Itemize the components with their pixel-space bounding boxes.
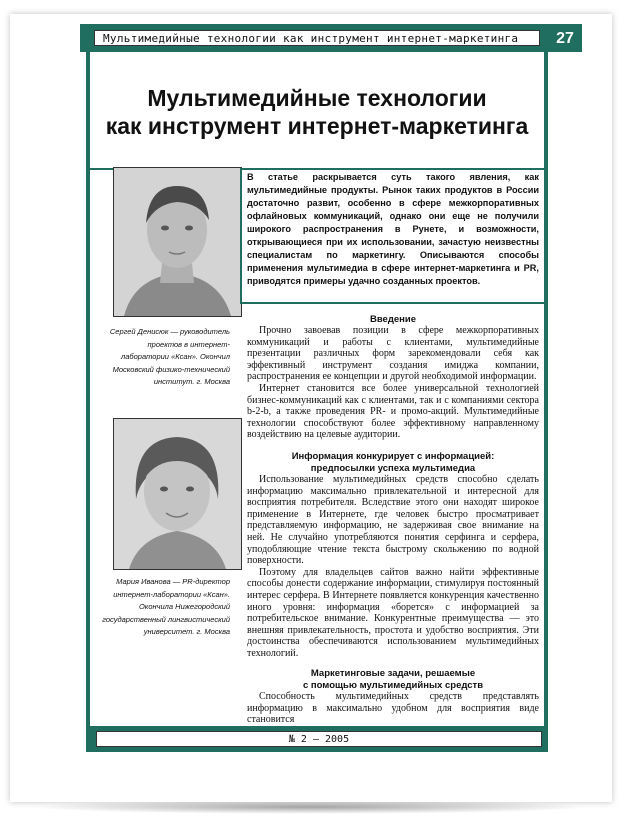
article-lead: В статье раскрывается суть такого явления, как мультимедийные продукты. Рынок таких продуктов в России достаточно развит, особенно в сфере межкорпоративных офлайновых коммуникаций, однако они еще не получили широкого распространения в Рунете, и возможности, открывающиеся при их использовании, зачастую неизвестны специалистам по маркетингу. Описываются способы применения мультимедиа в сфере интернет-маркетинга и PR, приводятся примеры удачно созданных проектов. [247, 172, 539, 286]
paragraph: Интернет становится все более универсальной технологией бизнес-коммуникаций как с клиентами, так и с компаниями сектора b-2-b, а также проведения PR- и промо-акций. Мультимедийные технологии способствуют более эффективному направленному воздействию на целевые аудитории. [247, 382, 539, 441]
section-marketing [247, 691, 539, 726]
author-caption-1: Сергей Денисюк — руководитель проектов в интернет-лаборатории «Ксан». Окончил Московский физико-технический институт. г. Москва [109, 327, 230, 386]
title-line-2: как инструмент интернет-маркетинга [105, 113, 529, 139]
heading-line: предпосылки успеха мультимедиа [310, 462, 476, 474]
issue-number: № 2 – 2005 [96, 731, 542, 747]
heading-line: Информация конкурирует с информацией: [291, 451, 495, 462]
section-heading-marketing [247, 668, 539, 691]
running-title: Мультимедийные технологии как инструмент интернет-маркетинга [94, 30, 540, 46]
heading-line: с помощью мультимедийных средств [302, 679, 484, 691]
title-line-1: Мультимедийные технологии [147, 85, 487, 111]
author-caption-2: Мария Иванова — PR-директор интернет-лаборатории «Ксан». Окончила Нижегородский государственный лингвистический университет. г. Москва [102, 577, 230, 636]
section-heading-information [247, 451, 539, 474]
page-shadow [30, 800, 590, 814]
paragraph: Поэтому для владельцев сайтов важно найти эффективные способы донести содержание информации, стимулируя постоянный интерес серфера. В Интернете появляется конкуренция качественно иного уровня: информация «борется» с информацией за потребительское внимание. Конкурентные преимущества — это внешняя привлекательность, простота и удобство восприятия. Эти достоинства обеспечиваются использованием мультимедийных технологий. [247, 566, 539, 659]
article-title [90, 84, 544, 140]
paragraph: Использование мультимедийных средств способно сделать информацию максимально привлекательной и интересной для восприятия потребителя. Вследствие этого они находят широкое применение в Интернете, где человек быстро просматривает представляемую информацию, не задерживая свое внимание на ней. Не случайно употребляются понятия серфинга и серфера, уподобляющие чтение текста быстрому скольжению по водной поверхности. [247, 474, 539, 567]
frame-right-rule [544, 52, 548, 752]
author-photo-2 [113, 418, 242, 570]
section-heading-introduction: Введение [369, 314, 417, 325]
page-number: 27 [556, 30, 574, 47]
author-photo-1 [113, 167, 242, 317]
paragraph: Способность мультимедийных средств представлять информацию в максимально удобном для восприятия виде становится [247, 691, 539, 726]
heading-line: Маркетинговые задачи, решаемые [310, 668, 476, 679]
section-information [247, 474, 539, 660]
section-introduction [247, 325, 539, 441]
paragraph: Прочно завоевав позиции в сфере межкорпоративных коммуникаций и работы с клиентами, мультимедийные презентации различных форм зарекомендовали себя как эффективный инструмент создания имиджа компании, распространения ее концепции и другой необходимой информации. [247, 325, 539, 383]
